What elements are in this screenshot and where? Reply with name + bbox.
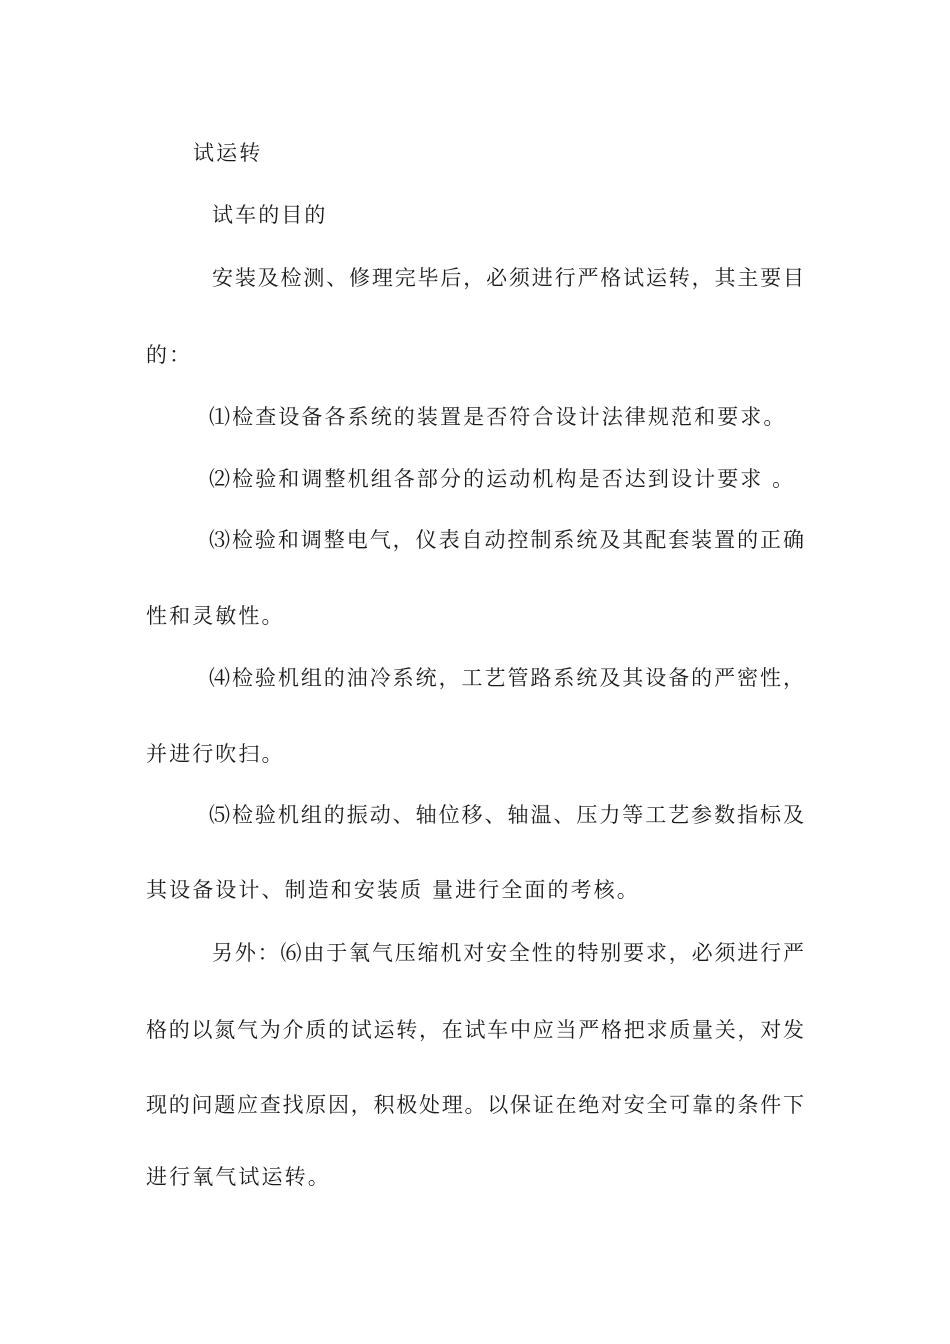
list-item-3-line-2: 性和灵敏性。 (146, 604, 285, 628)
intro-paragraph-line-2: 的： (146, 343, 193, 367)
list-item-5-line-1: ⑸检验机组的振动、轴位移、轴温、压力等工艺参数指标及 (209, 803, 804, 827)
section-heading: 试运转 (193, 141, 263, 165)
list-item-2: ⑵检验和调整机组各部分的运动机构是否达到设计要求 。 (209, 467, 796, 491)
list-item-5-line-2: 其设备设计、制造和安装质 量进行全面的考核。 (146, 878, 640, 902)
list-item-4-line-2: 并进行吹扫。 (146, 742, 285, 766)
note-paragraph-line-2: 格的以氮气为介质的试运转，在试车中应当严格把求质量关，对发 (146, 1018, 804, 1042)
note-paragraph-line-4: 进行氧气试运转。 (146, 1165, 331, 1189)
note-paragraph-line-3: 现的问题应查找原因，积极处理。以保证在绝对安全可靠的条件下 (146, 1093, 804, 1117)
list-item-1: ⑴检查设备各系统的装置是否符合设计法律规范和要求。 (209, 405, 787, 429)
intro-paragraph-line-1: 安装及检测、修理完毕后，必须进行严格试运转，其主要目 (212, 266, 804, 290)
note-paragraph-line-1: 另外：⑹由于氧气压缩机对安全性的特别要求，必须进行严 (212, 941, 804, 965)
list-item-3-line-1: ⑶检验和调整电气，仪表自动控制系统及其配套装置的正确 (209, 528, 804, 552)
subsection-heading: 试车的目的 (212, 203, 328, 227)
list-item-4-line-1: ⑷检验机组的油冷系统，工艺管路系统及其设备的严密性， (209, 666, 804, 690)
